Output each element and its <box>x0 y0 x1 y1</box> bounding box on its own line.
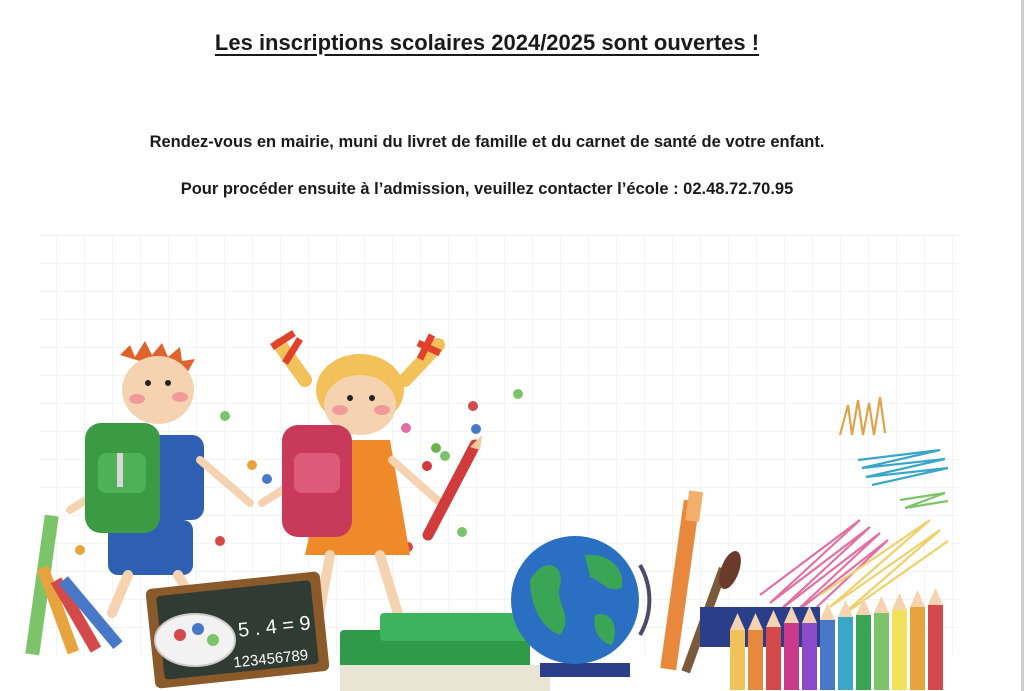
title-text: Les inscriptions scolaires 2024/2025 sont ouvertes ! <box>214 30 760 55</box>
school-illustration <box>0 235 1000 691</box>
paint-palette <box>155 614 235 666</box>
chalkboard-equation: 5 . 4 = 9 <box>236 612 312 642</box>
instruction-line-mairie: Rendez-vous en mairie, muni du livret de famille et du carnet de santé de votre enfant. <box>149 133 825 151</box>
instruction-line-contact: Pour procéder ensuite à l’admission, veuillez contacter l’école : 02.48.72.70.95 <box>180 180 794 198</box>
chalkboard-numbers: 123456789 <box>232 646 310 672</box>
page-title <box>0 30 974 56</box>
